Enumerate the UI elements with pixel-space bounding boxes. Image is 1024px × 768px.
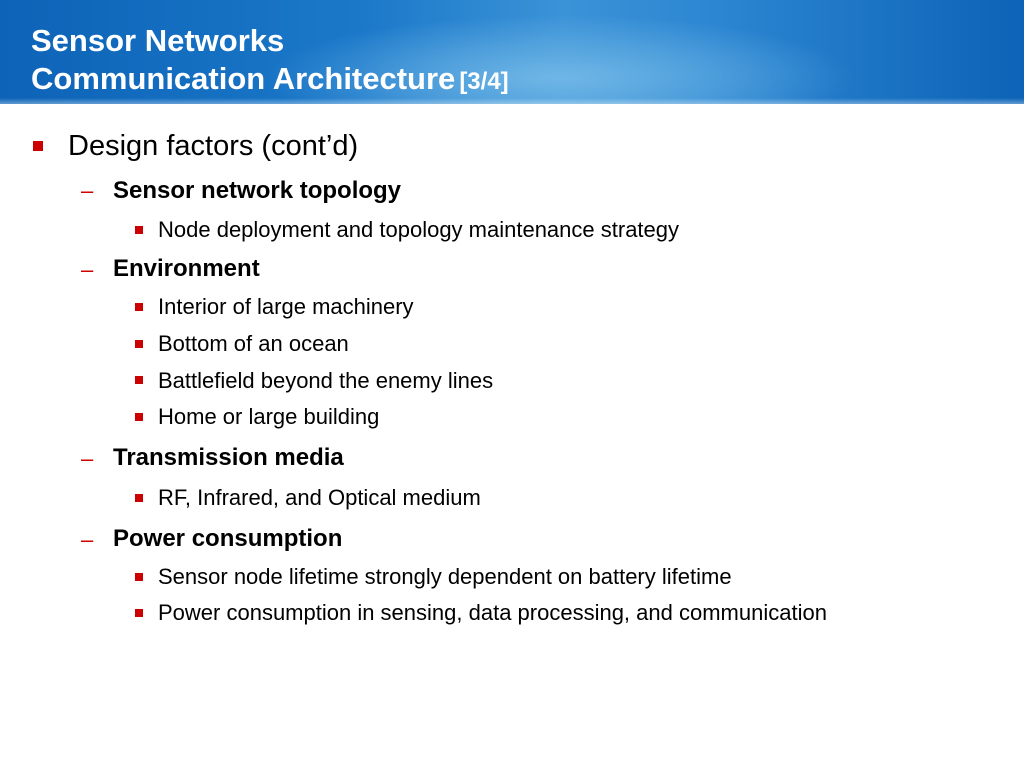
section-bullet: Node deployment and topology maintenance strategy xyxy=(158,217,680,242)
dash-bullet-icon: – xyxy=(81,446,94,471)
title-line-2-text: Communication Architecture xyxy=(31,61,456,96)
section-bullet: Power consumption in sensing, data processing, and communication xyxy=(158,600,827,625)
dash-bullet-icon: – xyxy=(81,527,94,552)
dash-bullet-icon: – xyxy=(81,178,94,203)
section-bullet: Sensor node lifetime strongly dependent on battery lifetime xyxy=(158,564,732,589)
square-bullet-icon xyxy=(135,226,143,234)
section-heading: Power consumption xyxy=(113,525,343,552)
square-bullet-icon xyxy=(135,573,143,581)
section-bullet: Interior of large machinery xyxy=(158,294,414,319)
square-bullet-icon xyxy=(135,376,143,384)
section-heading: Environment xyxy=(113,255,260,282)
level1-bullet-text: Design factors (cont’d) xyxy=(68,130,359,162)
dash-bullet-icon: – xyxy=(81,257,94,282)
section-bullet: Home or large building xyxy=(158,404,380,429)
section-bullet: Battlefield beyond the enemy lines xyxy=(158,368,494,393)
square-bullet-icon xyxy=(135,413,143,421)
section-bullet: Bottom of an ocean xyxy=(158,331,349,356)
section-heading: Transmission media xyxy=(113,444,344,471)
section-bullet: RF, Infrared, and Optical medium xyxy=(158,485,481,510)
square-bullet-icon xyxy=(135,609,143,617)
square-bullet-icon xyxy=(135,494,143,502)
square-bullet-icon xyxy=(135,303,143,311)
section-heading: Sensor network topology xyxy=(113,177,402,204)
page-indicator: [3/4] xyxy=(459,68,509,95)
square-bullet-icon xyxy=(135,340,143,348)
square-bullet-icon xyxy=(33,141,43,151)
title-line-1: Sensor Networks xyxy=(31,23,285,58)
